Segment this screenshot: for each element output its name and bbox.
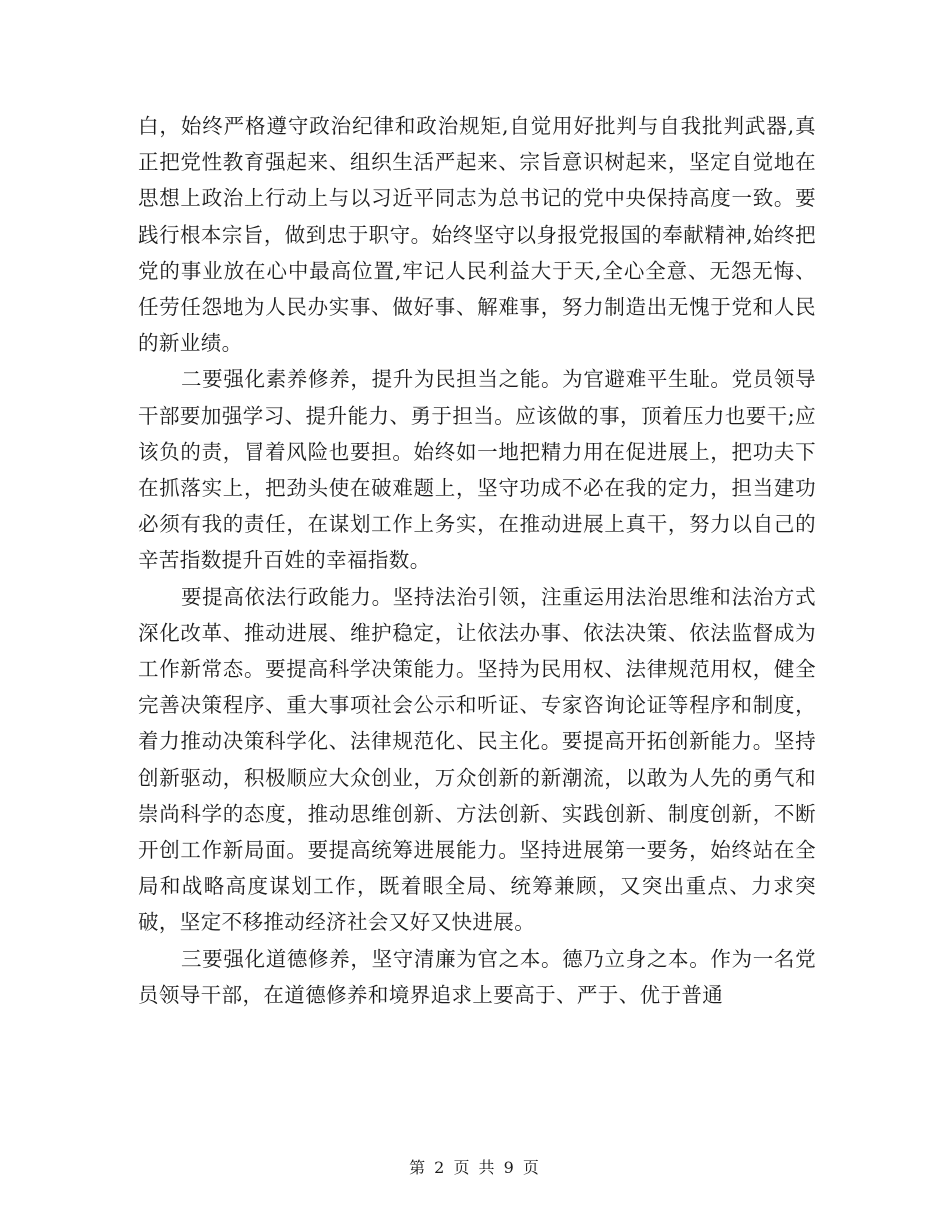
- paragraph: 白，始终严格遵守政治纪律和政治规矩,自觉用好批判与自我批判武器,真正把党性教育强起来、组织生活严起来、宗旨意识树起来，坚定自觉地在思想上政治上行动上与以习近平同志为总书记的党中央保持高度一致。要践行根本宗旨，做到忠于职守。始终坚守以身报党报国的奉献精神,始终把党的事业放在心中最高位置,牢记人民利益大于天,全心全意、无怨无悔、任劳任怨地为人民办实事、做好事、解难事，努力制造出无愧于党和人民的新业绩。: [138, 114, 816, 356]
- paragraph: 三要强化道德修养，坚守清廉为官之本。德乃立身之本。作为一名党员领导干部，在道德修养和境界追求上要高于、严于、优于普通: [138, 946, 816, 1007]
- document-body: [138, 108, 816, 1013]
- paragraph: 要提高依法行政能力。坚持法治引领，注重运用法治思维和法治方式深化改革、推动进展、维护稳定，让依法办事、依法决策、依法监督成为工作新常态。要提高科学决策能力。坚持为民用权、法律规范用权，健全完善决策程序、重大事项社会公示和听证、专家咨询论证等程序和制度，着力推动决策科学化、法律规范化、民主化。要提高开拓创新能力。坚持创新驱动，积极顺应大众创业，万众创新的新潮流，以敢为人先的勇气和崇尚科学的态度，推动思维创新、方法创新、实践创新、制度创新，不断开创工作新局面。要提高统筹进展能力。坚持进展第一要务，始终站在全局和战略高度谋划工作，既着眼全局、统筹兼顾，又突出重点、力求突破，坚定不移推动经济社会又好又快进展。: [138, 584, 816, 935]
- page-number-footer: 第 2 页 共 9 页: [409, 1158, 541, 1177]
- paragraph: 二要强化素养修养，提升为民担当之能。为官避难平生耻。党员领导干部要加强学习、提升能力、勇于担当。应该做的事，顶着压力也要干;应该负的责，冒着风险也要担。始终如一地把精力用在促进展上，把功夫下在抓落实上，把劲头使在破难题上，坚守功成不必在我的定力，担当建功必须有我的责任，在谋划工作上务实，在推动进展上真干，努力以自己的辛苦指数提升百姓的幸福指数。: [138, 367, 816, 573]
